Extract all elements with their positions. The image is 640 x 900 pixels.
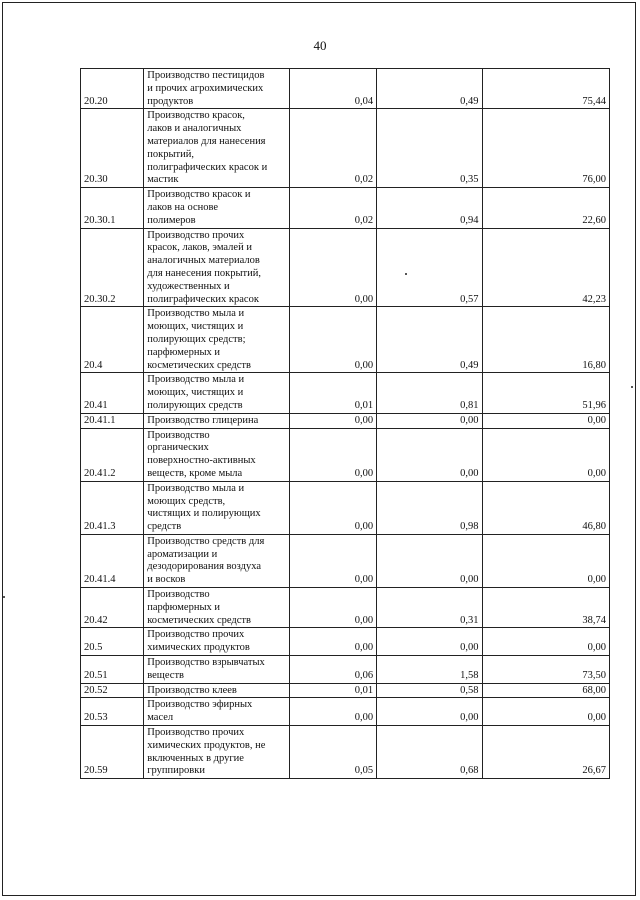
activity-name-cell — [144, 534, 290, 587]
value-cell-v3: 0,00 — [482, 428, 610, 481]
value-cell-v2: 0,81 — [377, 373, 482, 413]
table-row — [81, 683, 610, 698]
okved-code-cell: 20.52 — [81, 683, 144, 698]
okved-code-cell: 20.53 — [81, 698, 144, 726]
activity-name-cell — [144, 188, 290, 228]
activity-name-line: Производство взрывчатых — [147, 657, 265, 669]
activity-name-line: группировки — [147, 765, 205, 777]
okved-code-cell: 20.5 — [81, 628, 144, 656]
activity-name-line: химических продуктов, не — [147, 739, 266, 751]
activity-name-cell — [144, 628, 290, 656]
activity-name-line: материалов для нанесения — [147, 135, 266, 147]
activity-name-line: Производство мыла и — [147, 374, 245, 386]
value-cell-v1: 0,01 — [289, 373, 376, 413]
activity-name-line: и восков — [147, 574, 186, 586]
value-cell-v1: 0,00 — [289, 428, 376, 481]
value-cell-v1: 0,02 — [289, 109, 376, 188]
activity-name-line: косметических средств — [147, 614, 251, 626]
value-cell-v2: 0,31 — [377, 588, 482, 628]
activity-name-line: Производство эфирных — [147, 699, 253, 711]
table-row — [81, 307, 610, 373]
okved-code-cell: 20.30.1 — [81, 188, 144, 228]
activity-name-cell — [144, 109, 290, 188]
value-cell-v2: 0,00 — [377, 698, 482, 726]
value-cell-v1: 0,00 — [289, 228, 376, 307]
activity-name-line: средств — [147, 521, 182, 533]
value-cell-v3: 38,74 — [482, 588, 610, 628]
okved-code-cell: 20.20 — [81, 69, 144, 109]
value-cell-v3: 0,00 — [482, 534, 610, 587]
table-row — [81, 413, 610, 428]
value-cell-v3: 0,00 — [482, 698, 610, 726]
table-row — [81, 373, 610, 413]
activity-name-line: Производство — [147, 429, 210, 441]
activity-name-line: моющих, чистящих и — [147, 321, 244, 333]
activity-name-line: покрытий, — [147, 148, 194, 160]
value-cell-v2: 0,68 — [377, 726, 482, 779]
activity-name-cell — [144, 307, 290, 373]
activity-name-cell — [144, 373, 290, 413]
okved-code-cell: 20.42 — [81, 588, 144, 628]
table-row — [81, 698, 610, 726]
activity-name-line: аналогичных материалов — [147, 255, 260, 267]
data-table — [80, 68, 610, 779]
value-cell-v2: 0,00 — [377, 428, 482, 481]
activity-name-line: чистящих и полирующих — [147, 508, 261, 520]
activity-name-line: дезодорирования воздуха — [147, 561, 261, 573]
activity-name-line: Производство пестицидов — [147, 70, 265, 81]
value-cell-v2: 0,00 — [377, 534, 482, 587]
activity-name-line: Производство глицерина — [147, 414, 259, 426]
page-number: 40 — [313, 38, 327, 53]
activity-name-line: веществ, кроме мыла — [147, 467, 243, 479]
value-cell-v1: 0,00 — [289, 534, 376, 587]
value-cell-v3: 42,23 — [482, 228, 610, 307]
activity-name-line: ароматизации и — [147, 548, 218, 560]
scan-speck — [631, 386, 633, 388]
value-cell-v2: 0,98 — [377, 481, 482, 534]
activity-name-line: косметических средств — [147, 359, 251, 371]
value-cell-v2: 0,49 — [377, 69, 482, 109]
value-cell-v2: 0,00 — [377, 628, 482, 656]
activity-name-line: Производство мыла и — [147, 482, 245, 494]
value-cell-v3: 0,00 — [482, 413, 610, 428]
table-row — [81, 726, 610, 779]
activity-name-line: для нанесения покрытий, — [147, 267, 261, 279]
value-cell-v1: 0,05 — [289, 726, 376, 779]
activity-name-cell — [144, 413, 290, 428]
value-cell-v1: 0,04 — [289, 69, 376, 109]
table-row — [81, 69, 610, 109]
value-cell-v3: 22,60 — [482, 188, 610, 228]
value-cell-v3: 76,00 — [482, 109, 610, 188]
activity-name-cell — [144, 588, 290, 628]
activity-name-line: моющих средств, — [147, 495, 226, 507]
activity-name-line: поверхностно-активных — [147, 455, 256, 467]
value-cell-v3: 73,50 — [482, 656, 610, 684]
value-cell-v1: 0,00 — [289, 588, 376, 628]
value-cell-v1: 0,00 — [289, 413, 376, 428]
activity-name-line: полиграфических красок и — [147, 161, 268, 173]
table-row — [81, 588, 610, 628]
table-row — [81, 534, 610, 587]
activity-name-line: Производство красок, — [147, 110, 245, 122]
activity-name-line: масел — [147, 712, 174, 724]
activity-name-cell — [144, 428, 290, 481]
activity-name-line: Производство красок и — [147, 189, 251, 201]
value-cell-v3: 16,80 — [482, 307, 610, 373]
activity-name-line: Производство прочих — [147, 727, 245, 739]
activity-name-cell — [144, 698, 290, 726]
activity-name-line: веществ — [147, 669, 185, 681]
value-cell-v1: 0,00 — [289, 481, 376, 534]
okved-code-cell: 20.30.2 — [81, 228, 144, 307]
value-cell-v2: 0,35 — [377, 109, 482, 188]
value-cell-v3: 51,96 — [482, 373, 610, 413]
activity-name-cell — [144, 228, 290, 307]
value-cell-v1: 0,00 — [289, 698, 376, 726]
okved-code-cell: 20.51 — [81, 656, 144, 684]
activity-name-line: включенных в другие — [147, 752, 244, 764]
activity-name-line: продуктов — [147, 95, 194, 107]
activity-name-line: парфюмерных и — [147, 601, 220, 613]
activity-name-cell — [144, 726, 290, 779]
okved-code-cell: 20.4 — [81, 307, 144, 373]
activity-name-line: органических — [147, 442, 209, 454]
activity-name-cell — [144, 656, 290, 684]
value-cell-v1: 0,01 — [289, 683, 376, 698]
okved-code-cell: 20.41.3 — [81, 481, 144, 534]
activity-name-line: полиграфических красок — [147, 293, 259, 305]
activity-name-cell — [144, 683, 290, 698]
scan-speck — [405, 273, 407, 275]
activity-name-cell — [144, 69, 290, 109]
okved-code-cell: 20.30 — [81, 109, 144, 188]
activity-name-line: лаков и аналогичных — [147, 123, 242, 135]
okved-code-cell: 20.41.1 — [81, 413, 144, 428]
value-cell-v2: 0,57 — [377, 228, 482, 307]
value-cell-v3: 26,67 — [482, 726, 610, 779]
activity-name-line: парфюмерных и — [147, 346, 220, 358]
okved-code-cell: 20.41.4 — [81, 534, 144, 587]
table-row — [81, 228, 610, 307]
value-cell-v2: 0,94 — [377, 188, 482, 228]
activity-name-line: Производство прочих — [147, 229, 245, 241]
table-row — [81, 481, 610, 534]
value-cell-v2: 1,58 — [377, 656, 482, 684]
table-row — [81, 656, 610, 684]
okved-code-cell: 20.41 — [81, 373, 144, 413]
activity-name-line: Производство прочих — [147, 629, 245, 641]
activity-name-line: Производство клеев — [147, 684, 237, 696]
value-cell-v1: 0,00 — [289, 307, 376, 373]
value-cell-v3: 46,80 — [482, 481, 610, 534]
activity-name-line: Производство мыла и — [147, 308, 245, 320]
table-row — [81, 109, 610, 188]
activity-name-line: полирующих средств — [147, 399, 243, 411]
table-row — [81, 188, 610, 228]
activity-name-cell — [144, 481, 290, 534]
activity-name-line: моющих, чистящих и — [147, 387, 244, 399]
value-cell-v3: 75,44 — [482, 69, 610, 109]
value-cell-v2: 0,58 — [377, 683, 482, 698]
okved-code-cell: 20.41.2 — [81, 428, 144, 481]
value-cell-v1: 0,00 — [289, 628, 376, 656]
value-cell-v2: 0,00 — [377, 413, 482, 428]
okved-code-cell: 20.59 — [81, 726, 144, 779]
activity-name-line: лаков на основе — [147, 201, 219, 213]
activity-name-line: Производство — [147, 589, 210, 601]
value-cell-v1: 0,06 — [289, 656, 376, 684]
table-row — [81, 628, 610, 656]
value-cell-v2: 0,49 — [377, 307, 482, 373]
activity-name-line: полирующих средств; — [147, 333, 246, 345]
activity-name-line: химических продуктов — [147, 642, 250, 654]
table-row — [81, 428, 610, 481]
value-cell-v3: 68,00 — [482, 683, 610, 698]
scan-speck — [3, 596, 5, 598]
activity-name-line: и прочих агрохимических — [147, 82, 264, 94]
value-cell-v1: 0,02 — [289, 188, 376, 228]
activity-name-line: полимеров — [147, 214, 196, 226]
table-body — [81, 69, 610, 779]
activity-name-line: красок, лаков, эмалей и — [147, 242, 252, 254]
activity-name-line: художественных и — [147, 280, 230, 292]
activity-name-line: Производство средств для — [147, 535, 265, 547]
value-cell-v3: 0,00 — [482, 628, 610, 656]
activity-name-line: мастик — [147, 174, 179, 186]
